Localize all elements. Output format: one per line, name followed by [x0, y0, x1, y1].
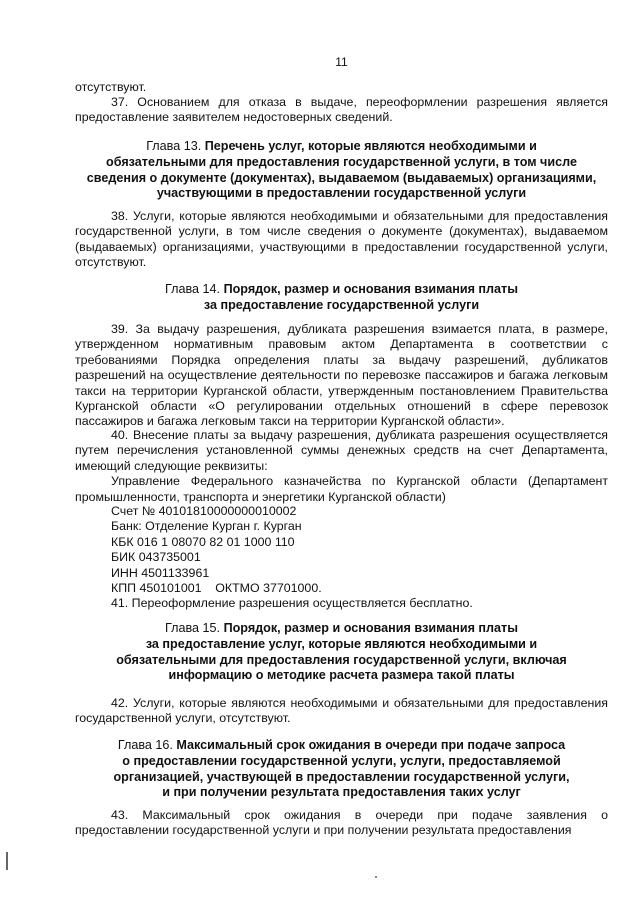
heading-line: обязательными для предоставления государственной услуги, включая	[116, 652, 567, 667]
paragraph-text: 42. Услуги, которые являются необходимыми и обязательными для предоставления государственной услуги, отсутствуют.	[75, 696, 608, 726]
paragraph-39	[75, 322, 608, 430]
paragraph-41	[75, 596, 608, 611]
heading-line: сведения о документе (документах), выдаваемом (выдаваемых) организациями,	[86, 170, 597, 185]
heading-line: Порядок, размер и основания взимания платы	[223, 282, 518, 296]
payment-requisites	[75, 504, 608, 596]
heading-line: Перечень услуг, которые являются необходимыми и	[204, 139, 537, 153]
chapter-prefix: Глава 15.	[165, 621, 224, 635]
scan-speck	[375, 876, 377, 878]
scan-edge-mark	[6, 852, 8, 870]
page-number: 11	[335, 55, 348, 69]
heading-line: обязательными для предоставления государственной услуги, в том числе	[106, 154, 577, 169]
heading-line: Максимальный срок ожидания в очереди при подаче запроса	[176, 738, 566, 752]
chapter-prefix: Глава 16.	[117, 738, 177, 752]
paragraph-text: 43. Максимальный срок ожидания в очереди при подаче заявления о предоставлении государственной услуги и при получении результата предоставления	[75, 808, 608, 838]
chapter-13-heading	[75, 139, 608, 202]
paragraph-40	[75, 428, 608, 505]
paragraph-text: 40. Внесение платы за выдачу разрешения, дубликата разрешения осуществляется путем перечисления установленной суммы денежных средств на счет Департамента, имеющий следующие реквизиты:	[75, 428, 608, 473]
requisite-kbk: КБК 016 1 08070 82 01 1000 110	[111, 534, 295, 549]
paragraph-42	[75, 696, 608, 727]
chapter-prefix: Глава 13.	[146, 139, 205, 153]
chapter-16-heading	[75, 738, 608, 801]
paragraph-text: 41. Переоформление разрешения осуществляется бесплатно.	[111, 596, 473, 610]
paragraph-text: 39. За выдачу разрешения, дубликата разрешения взимается плата, в размере, утвержденном нормативным правовым актом Департамента в соответствии с требованиями Порядка определения платы за выдачу разрешений, дубликатов разрешений на осуществление деятельности по перевозке пассажиров и багажа легковым такси на территории Курганской области, утвержденным постановлением Правительства Курганской области «О регулировании отдельных отношений в сфере перевозок пассажиров и багажа легковым такси на территории Курганской области».	[75, 322, 608, 429]
heading-line: информацию о методике расчета размера такой платы	[168, 668, 515, 683]
paragraph-text: отсутствуют.	[75, 80, 147, 94]
heading-line: за предоставление государственной услуги	[203, 297, 480, 312]
paragraph-37	[75, 95, 608, 126]
chapter-prefix: Глава 14.	[165, 282, 224, 296]
paragraph-36-end	[75, 80, 608, 95]
chapter-14-heading	[75, 282, 608, 314]
heading-text	[75, 621, 608, 684]
heading-line: и при получении результата предоставления таких услуг	[162, 785, 521, 800]
requisite-bik: БИК 043735001	[111, 550, 201, 565]
paragraph-text: 38. Услуги, которые являются необходимыми и обязательными для предоставления государственной услуги, в том числе сведения о документе (документах), выдаваемом (выдаваемых) организациями, участвующими в предоставлении государственной услуги, отсутствуют.	[75, 209, 608, 270]
heading-text	[75, 282, 608, 314]
paragraph-text: 37. Основанием для отказа в выдаче, переоформлении разрешения является предоставление заявителем недостоверных сведений.	[75, 95, 608, 125]
paragraph-43	[75, 808, 608, 839]
heading-line: Порядок, размер и основания взимания платы	[223, 621, 518, 635]
heading-line: участвующими в предоставлении государственной услуги	[156, 186, 527, 201]
requisite-kpp-oktmo: КПП 450101001 ОКТМО 37701000.	[111, 581, 322, 596]
heading-line: о предоставлении государственной услуги, услуги, предоставляемой	[122, 753, 561, 768]
chapter-15-heading	[75, 621, 608, 684]
heading-text	[75, 738, 608, 801]
heading-line: за предоставление услуг, которые являются необходимыми и	[145, 636, 538, 651]
paragraph-text: Управление Федерального казначейства по Курганской области (Департамент промышленности, транспорта и энергетики Курганской области)	[75, 474, 608, 504]
requisite-account: Счет № 40101810000000010002	[111, 504, 297, 518]
requisite-inn: ИНН 4501133961	[111, 565, 210, 580]
paragraph-38	[75, 209, 608, 271]
heading-line: организацией, участвующей в предоставлении государственной услуги,	[113, 769, 570, 784]
requisite-bank: Банк: Отделение Курган г. Курган	[111, 519, 302, 534]
heading-text	[75, 139, 608, 202]
